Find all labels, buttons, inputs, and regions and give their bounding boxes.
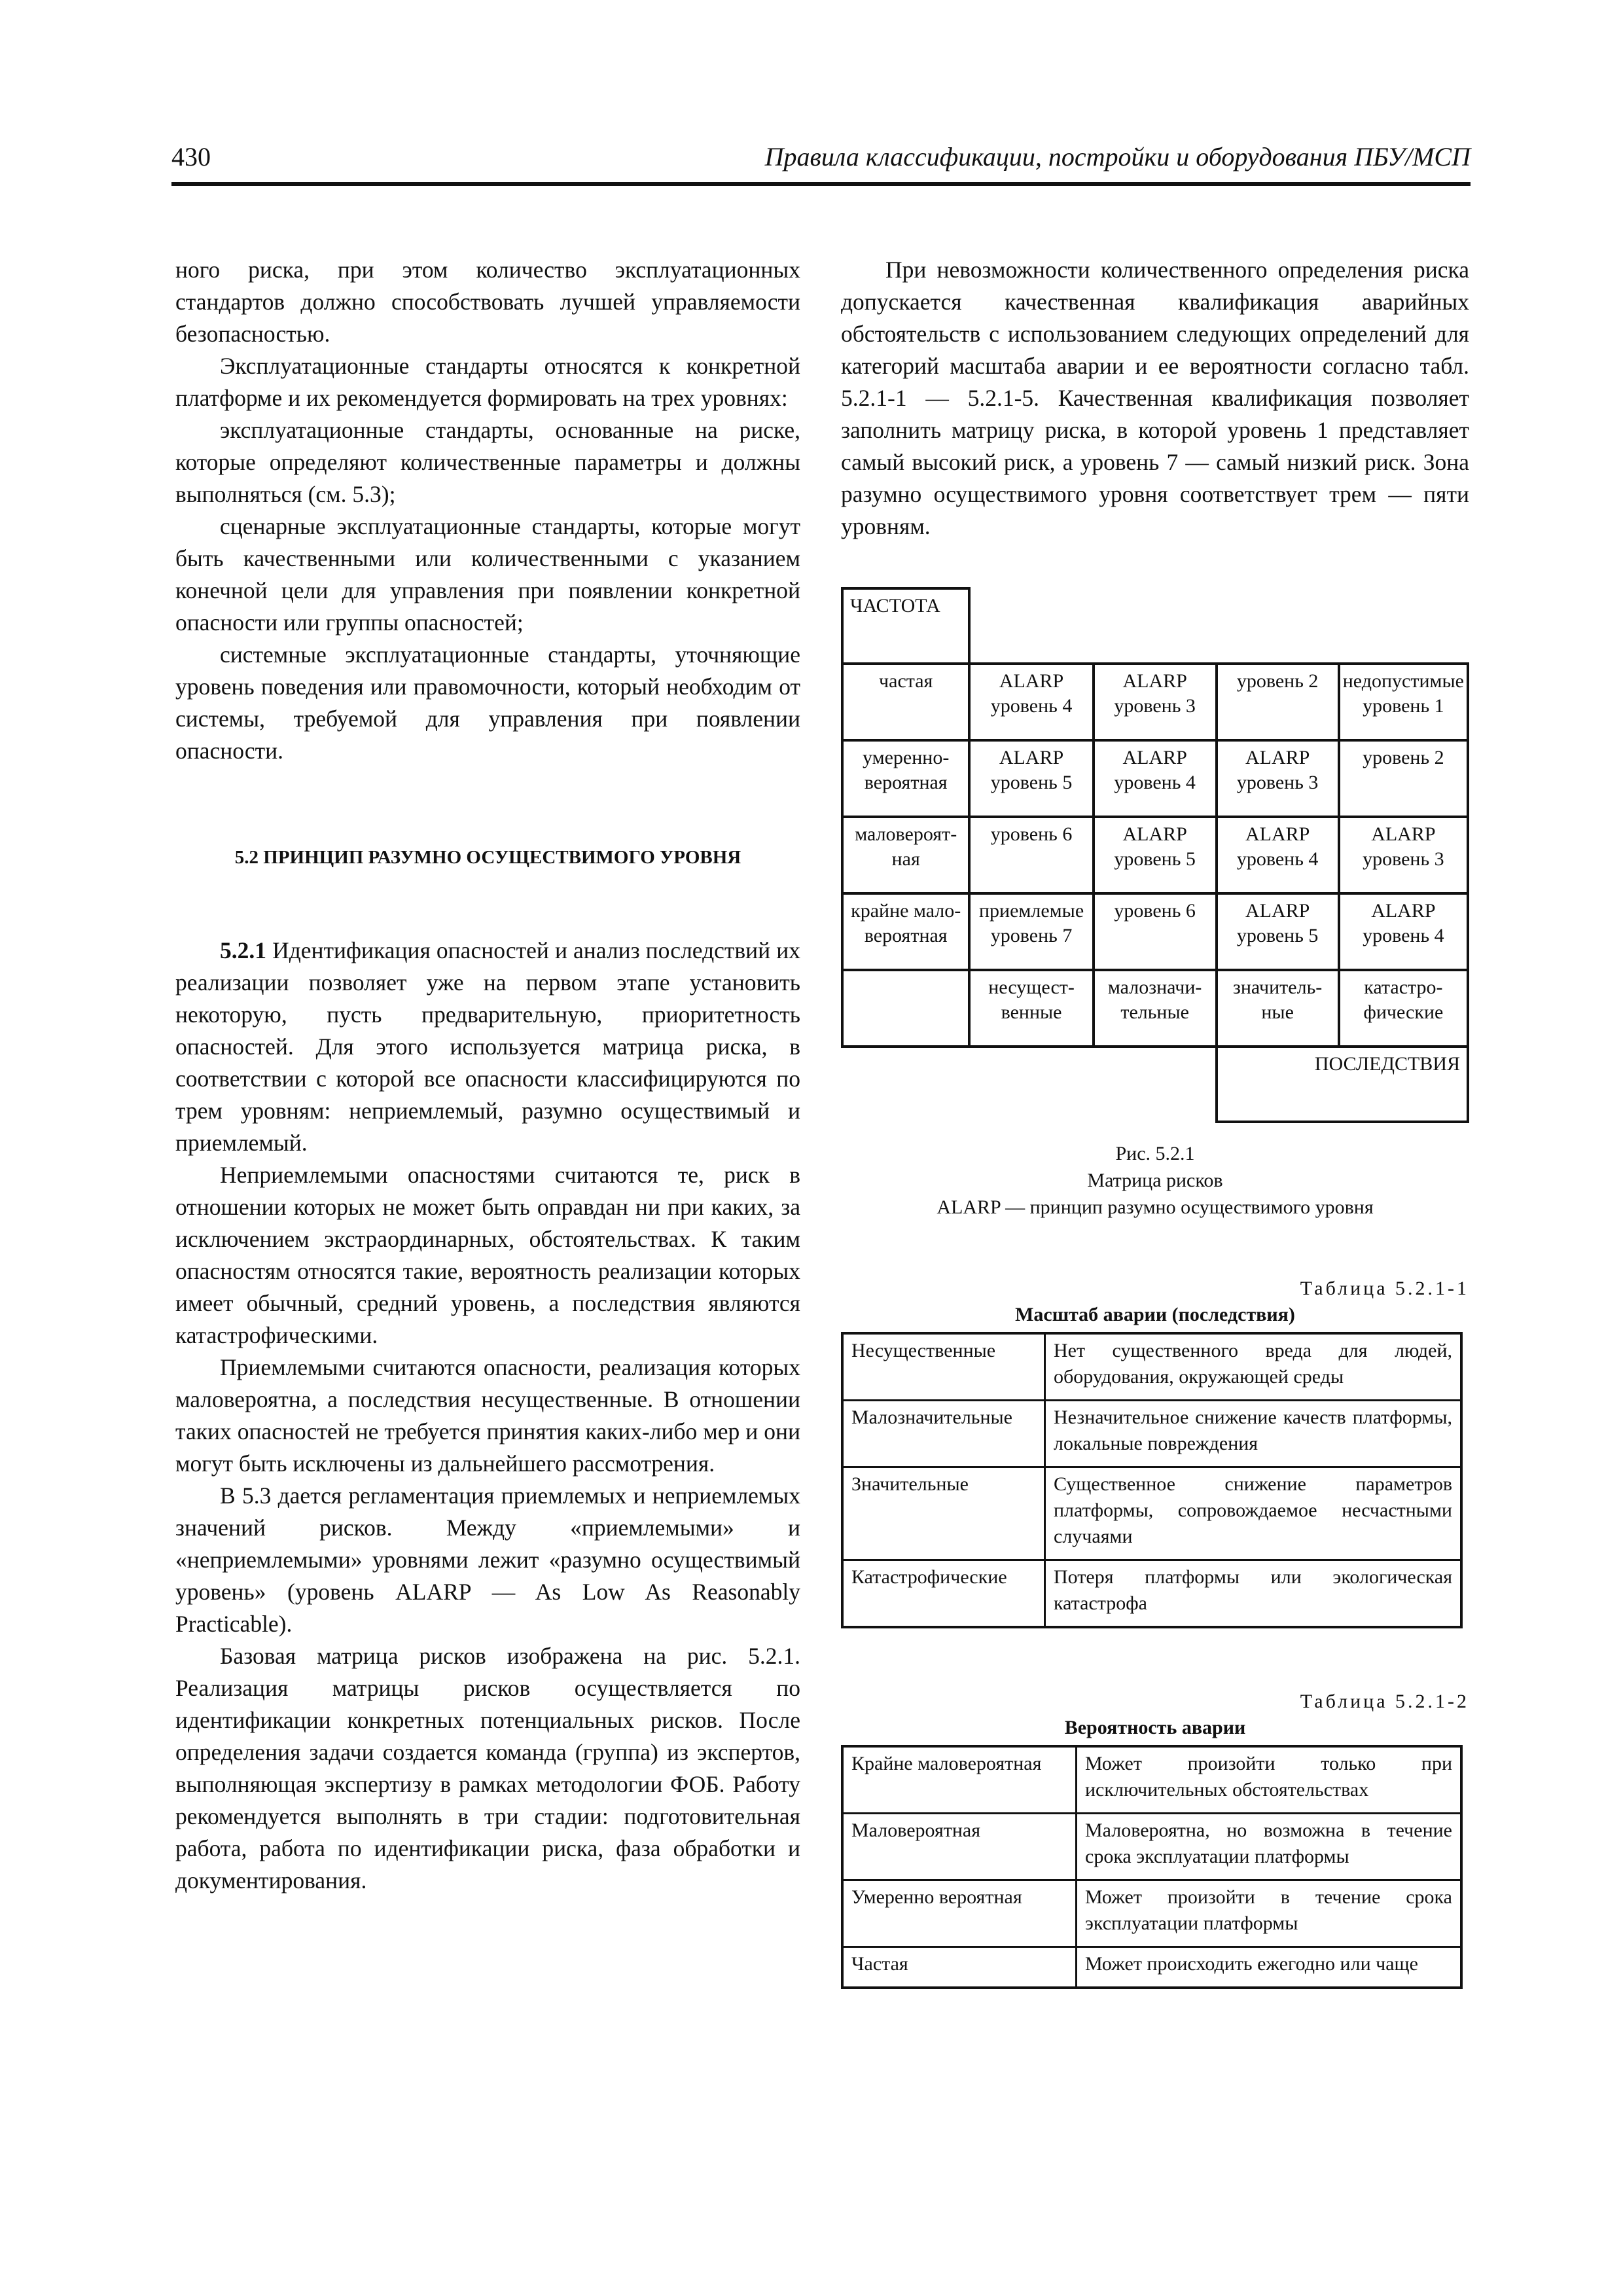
clause-text: Идентификация опасностей и анализ последствий их реализации позволяет уже на первом этапе установить некоторую, пусть предварительную, приоритетность опасностей. Для этого используется матрица риска, в соответствии с которой все опасности классифицируются по трем уровням: неприемлемый, разумно осуществимый и приемлемый. bbox=[175, 937, 800, 1156]
matrix-row-label: маловероят-ная bbox=[842, 817, 969, 893]
paragraph: Приемлемыми считаются опасности, реализация которых маловероятна, а последствия несущественные. В отношении таких опасностей не требуется принятия каких-либо мер и они могут быть исключены из дальнейшего рассмотрения. bbox=[175, 1354, 800, 1477]
matrix-cell: уровень 6 bbox=[1094, 893, 1217, 970]
page-number: 430 bbox=[171, 142, 211, 171]
matrix-cell: ALARP уровень 3 bbox=[1094, 664, 1217, 740]
table-cell-term: Частая bbox=[842, 1947, 1077, 1988]
matrix-cell: ALARP уровень 5 bbox=[1217, 893, 1339, 970]
figure-title: Матрица рисков bbox=[1087, 1170, 1223, 1191]
table-cell-term: Несущественные bbox=[842, 1333, 1045, 1401]
table-cell-definition: Нет существенного вреда для людей, оборудования, окружающей среды bbox=[1045, 1333, 1462, 1401]
consequence-scale-table bbox=[841, 1332, 1463, 1628]
probability-table bbox=[841, 1745, 1463, 1989]
consequence-label: малозначи-тельные bbox=[1094, 970, 1217, 1047]
matrix-row-label: частая bbox=[842, 664, 969, 740]
figure-note: ALARP — принцип разумно осуществимого уровня bbox=[936, 1196, 1374, 1218]
matrix-corner-cell bbox=[842, 970, 969, 1047]
matrix-cell: ALARP уровень 5 bbox=[1094, 817, 1217, 893]
table-cell-term: Умеренно вероятная bbox=[842, 1880, 1077, 1947]
matrix-cell: ALARP уровень 4 bbox=[969, 664, 1093, 740]
table-cell-term: Крайне маловероятная bbox=[842, 1746, 1077, 1814]
table-cell-term: Катастрофические bbox=[842, 1560, 1045, 1628]
running-title: Правила классификации, постройки и оборудования ПБУ/МСП bbox=[764, 142, 1471, 171]
table-row bbox=[842, 1333, 1461, 1401]
table-cell-term: Малозначительные bbox=[842, 1401, 1045, 1467]
paragraph: сценарные эксплуатационные стандарты, которые могут быть качественными или количественными с указанием конечной цели для управления при появлении конкретной опасности или группы опасностей; bbox=[175, 513, 800, 636]
matrix-cell: ALARP уровень 3 bbox=[1339, 817, 1468, 893]
paragraph: эксплуатационные стандарты, основанные на риске, которые определяют количественные параметры и должны выполняться (см. 5.3); bbox=[175, 417, 800, 507]
table-number: Таблица 5.2.1-1 bbox=[1300, 1278, 1469, 1299]
matrix-cell: ALARP уровень 3 bbox=[1217, 740, 1339, 817]
table-cell-definition: Может происходить ежегодно или чаще bbox=[1077, 1947, 1462, 1988]
table-cell-definition: Может произойти в течение срока эксплуатации платформы bbox=[1077, 1880, 1462, 1947]
consequence-label: значитель-ные bbox=[1217, 970, 1339, 1047]
table-cell-definition: Существенное снижение параметров платформы, сопровождаемое несчастными случаями bbox=[1045, 1467, 1462, 1560]
matrix-cell: приемлемые уровень 7 bbox=[969, 893, 1093, 970]
frequency-label: ЧАСТОТА bbox=[842, 588, 969, 664]
table-cell-term: Значительные bbox=[842, 1467, 1045, 1560]
paragraph: Неприемлемыми опасностями считаются те, риск в отношении которых не может быть оправдан ни при каких, за исключением экстраординарных, обстоятельствах. К таким опасностям относятся такие, вероятность реализации которых имеет обычный, средний уровень, а последствия являются катастрофическими. bbox=[175, 1162, 800, 1348]
table-row bbox=[842, 1814, 1461, 1880]
paragraph: ного риска, при этом количество эксплуатационных стандартов должно способствовать лучшей управляемости безопасностью. bbox=[175, 257, 800, 347]
table-cell-term: Маловероятная bbox=[842, 1814, 1077, 1880]
table-number: Таблица 5.2.1-2 bbox=[1300, 1691, 1469, 1712]
matrix-cell: ALARP уровень 4 bbox=[1094, 740, 1217, 817]
paragraph: При невозможности количественного определения риска допускается качественная квалификация аварийных обстоятельств с использованием следующих определений для категорий масштаба аварии и ее вероятности согласно табл. 5.2.1-1 — 5.2.1-5. Качественная квалификация позволяет заполнить матрицу риска, в которой уровень 1 представляет самый высокий риск, а уровень 7 — самый низкий риск. Зона разумно осуществимого уровня соответствует трем — пяти уровням. bbox=[841, 257, 1469, 539]
matrix-row-label: умеренно-вероятная bbox=[842, 740, 969, 817]
matrix-cell: недопустимые уровень 1 bbox=[1339, 664, 1468, 740]
table-row bbox=[842, 1401, 1461, 1467]
paragraph: Эксплуатационные стандарты относятся к конкретной платформе и их рекомендуется формировать на трех уровнях: bbox=[175, 353, 800, 411]
table-cell-definition: Может произойти только при исключительных обстоятельствах bbox=[1077, 1746, 1462, 1814]
figure-label: Рис. 5.2.1 bbox=[1115, 1143, 1195, 1164]
section-heading: 5.2 ПРИНЦИП РАЗУМНО ОСУЩЕСТВИМОГО УРОВНЯ bbox=[234, 847, 741, 868]
right-column bbox=[841, 254, 1469, 1989]
paragraph: В 5.3 дается регламентация приемлемых и неприемлемых значений рисков. Между «приемлемыми» и «неприемлемыми» уровнями лежит «разумно осуществимый уровень» (уровень ALARP — As Low As Reasonably Practicable). bbox=[175, 1482, 800, 1637]
page-header bbox=[171, 137, 1471, 186]
table-title: Вероятность аварии bbox=[1064, 1717, 1246, 1738]
matrix-cell: уровень 6 bbox=[969, 817, 1093, 893]
matrix-cell: ALARP уровень 5 bbox=[969, 740, 1093, 817]
matrix-cell: уровень 2 bbox=[1339, 740, 1468, 817]
matrix-cell: уровень 2 bbox=[1217, 664, 1339, 740]
matrix-cell: ALARP уровень 4 bbox=[1217, 817, 1339, 893]
left-column bbox=[175, 254, 800, 1897]
matrix-cell: ALARP уровень 4 bbox=[1339, 893, 1468, 970]
table-cell-definition: Потеря платформы или экологическая катастрофа bbox=[1045, 1560, 1462, 1628]
paragraph: системные эксплуатационные стандарты, уточняющие уровень поведения или правомочности, который необходим от системы, требуемой для управления при появлении опасности. bbox=[175, 641, 800, 764]
table-title: Масштаб аварии (последствия) bbox=[1015, 1304, 1295, 1325]
paragraph: Базовая матрица рисков изображена на рис. 5.2.1. Реализация матрицы рисков осуществляется по идентификации конкретных потенциальных рисков. После определения задачи создается команда (группа) из экспертов, выполняющая экспертизу в рамках методологии ФОБ. Работу рекомендуется выполнять в три стадии: подготовительная работа, работа по идентификации риска, фаза обработки и документирования. bbox=[175, 1643, 800, 1893]
consequences-label: ПОСЛЕДСТВИЯ bbox=[1217, 1047, 1468, 1122]
table-cell-definition: Незначительное снижение качеств платформы, локальные повреждения bbox=[1045, 1401, 1462, 1467]
table-row bbox=[842, 1947, 1461, 1988]
table-row bbox=[842, 1560, 1461, 1628]
table-cell-definition: Маловероятна, но возможна в течение срока эксплуатации платформы bbox=[1077, 1814, 1462, 1880]
table-row bbox=[842, 1746, 1461, 1814]
consequence-label: несущест-венные bbox=[969, 970, 1093, 1047]
matrix-row-label: крайне мало-вероятная bbox=[842, 893, 969, 970]
consequence-label: катастро-фические bbox=[1339, 970, 1468, 1047]
table-row bbox=[842, 1467, 1461, 1560]
table-row bbox=[842, 1880, 1461, 1947]
paragraph bbox=[175, 935, 800, 1159]
clause-number: 5.2.1 bbox=[220, 937, 266, 963]
risk-matrix bbox=[841, 587, 1469, 1123]
